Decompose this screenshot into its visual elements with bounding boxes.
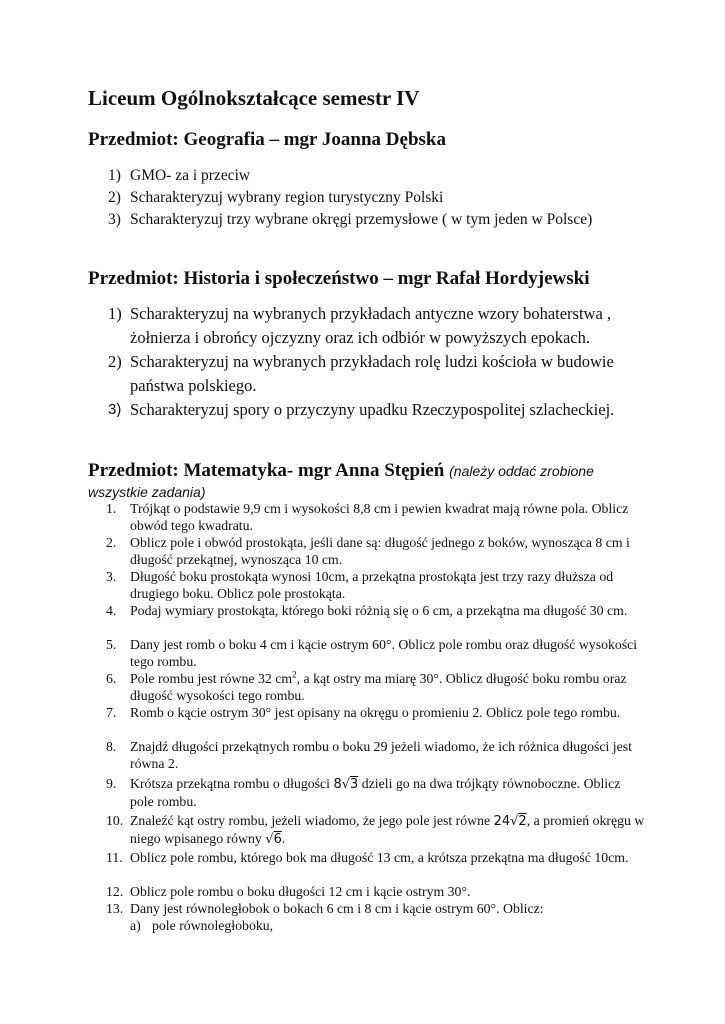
list-item (106, 636, 646, 670)
list-item (106, 738, 646, 775)
matematyka-note-continued: wszystkie zadania) (88, 484, 206, 500)
item-text: Scharakteryzuj na wybranych przykładach antyczne wzory bohaterstwa , żołnierza i obrońcy ojczyzny oraz ich odbiór w powyższych epokach. (130, 304, 612, 347)
item-number: 12. (106, 884, 124, 899)
math-sqrt-6: √6 (265, 832, 282, 847)
item-number: 7. (106, 705, 117, 720)
item-text: Podaj wymiary prostokąta, którego boki różnią się o 6 cm, a przekątna ma długość 30 cm. (130, 603, 628, 618)
matematyka-list (106, 500, 646, 934)
item-text: Scharakteryzuj spory o przyczyny upadku Rzeczypospolitej szlacheckiej. (130, 400, 615, 419)
list-item (106, 704, 646, 738)
historia-list (108, 302, 668, 422)
math-24-sqrt-2: 24√2 (493, 814, 527, 829)
item-number: 3) (108, 401, 122, 418)
item-text: Oblicz pole rombu, którego bok ma długość 13 cm, a krótsza przekątna ma długość 10cm. (130, 850, 629, 865)
item-number: 13. (106, 901, 124, 916)
list-item (108, 398, 690, 422)
historia-heading: Przedmiot: Historia i społeczeństwo – mgr Rafał Hordyjewski (88, 268, 590, 289)
item-text: Dany jest romb o boku 4 cm i kącie ostrym 60°. Oblicz pole rombu oraz długość wysokości tego rombu. (130, 637, 638, 669)
item-number: 11. (106, 850, 123, 865)
item-text-b: , a promień okręgu w niego wpisanego równy (130, 813, 645, 846)
item-number: 6. (106, 671, 117, 686)
item-text-a: Znaleźć kąt ostry rombu, jeżeli wiadomo, że jego pole jest równe (130, 813, 494, 828)
item-number: 3. (106, 569, 117, 584)
sub-item-text: pole równoległoboku, (152, 918, 274, 933)
list-item (106, 883, 646, 900)
item-text: Scharakteryzuj trzy wybrane okręgi przemysłowe ( w tym jeden w Polsce) (130, 211, 593, 228)
list-item (108, 209, 600, 231)
list-item (106, 500, 646, 534)
item-number: 10. (106, 813, 124, 828)
item-text-a: Krótsza przekątna rombu o długości (130, 776, 334, 791)
list-item (106, 812, 646, 849)
item-text: Romb o kącie ostrym 30° jest opisany na okręgu o promieniu 2. Oblicz pole tego rombu. (130, 705, 621, 720)
item-number: 2) (108, 352, 122, 371)
item-number: 3) (108, 211, 121, 228)
item-number: 8. (106, 739, 117, 754)
item-number: 5. (106, 637, 117, 652)
list-item (108, 350, 650, 398)
math-radicand: 2 (518, 814, 527, 829)
item-text: Scharakteryzuj na wybranych przykładach rolę ludzi kościoła w budowie państwa polskiego. (130, 352, 614, 395)
item-text-b: , a kąt ostry ma miarę 30°. Oblicz długość boku rombu oraz długość wysokości tego rombu. (130, 671, 627, 703)
item-text: Znajdź długości przekątnych rombu o boku 29 jeżeli wiadomo, że ich różnica długości jest równa 2. (130, 739, 632, 771)
item-text: Długość boku prostokąta wynosi 10cm, a przekątna prostokąta jest trzy razy dłuższa od drugiego boku. Oblicz pole prostokąta. (130, 569, 614, 601)
item-text-a: Pole rombu jest równe 32 cm (130, 671, 293, 686)
sub-list-item (130, 917, 646, 934)
list-item (106, 670, 646, 704)
math-coefficient: 24 (493, 814, 511, 829)
item-text-b: dzieli go na dwa trójkąty równoboczne. Oblicz pole rombu. (130, 776, 621, 809)
item-text: Dany jest równoległobok o bokach 6 cm i 8 cm i kącie ostrym 60°. Oblicz: (130, 901, 544, 916)
list-item (108, 187, 668, 209)
item-number: 9. (106, 776, 117, 791)
sub-item-letter: a) (130, 918, 141, 933)
item-number: 1) (108, 304, 122, 323)
item-text: Scharakteryzuj wybrany region turystyczny Polski (130, 189, 444, 206)
item-text: GMO- za i przeciw (130, 167, 251, 184)
list-item (106, 849, 646, 883)
document-title: Liceum Ogólnokształcące semestr IV (88, 86, 420, 110)
list-item (108, 165, 668, 187)
list-item (106, 534, 646, 568)
matematyka-note: (należy oddać zrobione (449, 463, 594, 479)
list-item (106, 900, 646, 917)
item-number: 4. (106, 603, 117, 618)
item-text: Oblicz pole i obwód prostokąta, jeśli dane są: długość jednego z boków, wynosząca 8 cm i długość przekątnej, wynosząca 10 cm. (130, 535, 630, 567)
matematyka-heading (88, 460, 594, 482)
item-number: 1) (108, 167, 121, 184)
item-number: 2) (108, 189, 121, 206)
math-coefficient: 8 (333, 777, 342, 792)
item-number: 2. (106, 535, 117, 550)
list-item (106, 568, 646, 602)
math-radicand: 6 (273, 832, 282, 847)
list-item (106, 602, 646, 636)
geografia-heading: Przedmiot: Geografia – mgr Joanna Dębska (88, 129, 446, 150)
item-text: Oblicz pole rombu o boku długości 12 cm i kącie ostrym 30°. (130, 884, 471, 899)
math-radicand: 3 (350, 777, 359, 792)
matematyka-heading-text: Przedmiot: Matematyka- mgr Anna Stępień (88, 460, 445, 481)
geografia-list (108, 165, 668, 231)
list-item (106, 775, 646, 812)
item-text-c: . (281, 831, 286, 846)
superscript: 2 (292, 669, 297, 680)
item-number: 1. (106, 501, 117, 516)
list-item (108, 302, 650, 350)
item-text: Trójkąt o podstawie 9,9 cm i wysokości 8,8 cm i pewien kwadrat mają równe pola. Oblicz obwód tego kwadratu. (130, 501, 629, 533)
math-8-sqrt-3: 8√3 (333, 777, 359, 792)
